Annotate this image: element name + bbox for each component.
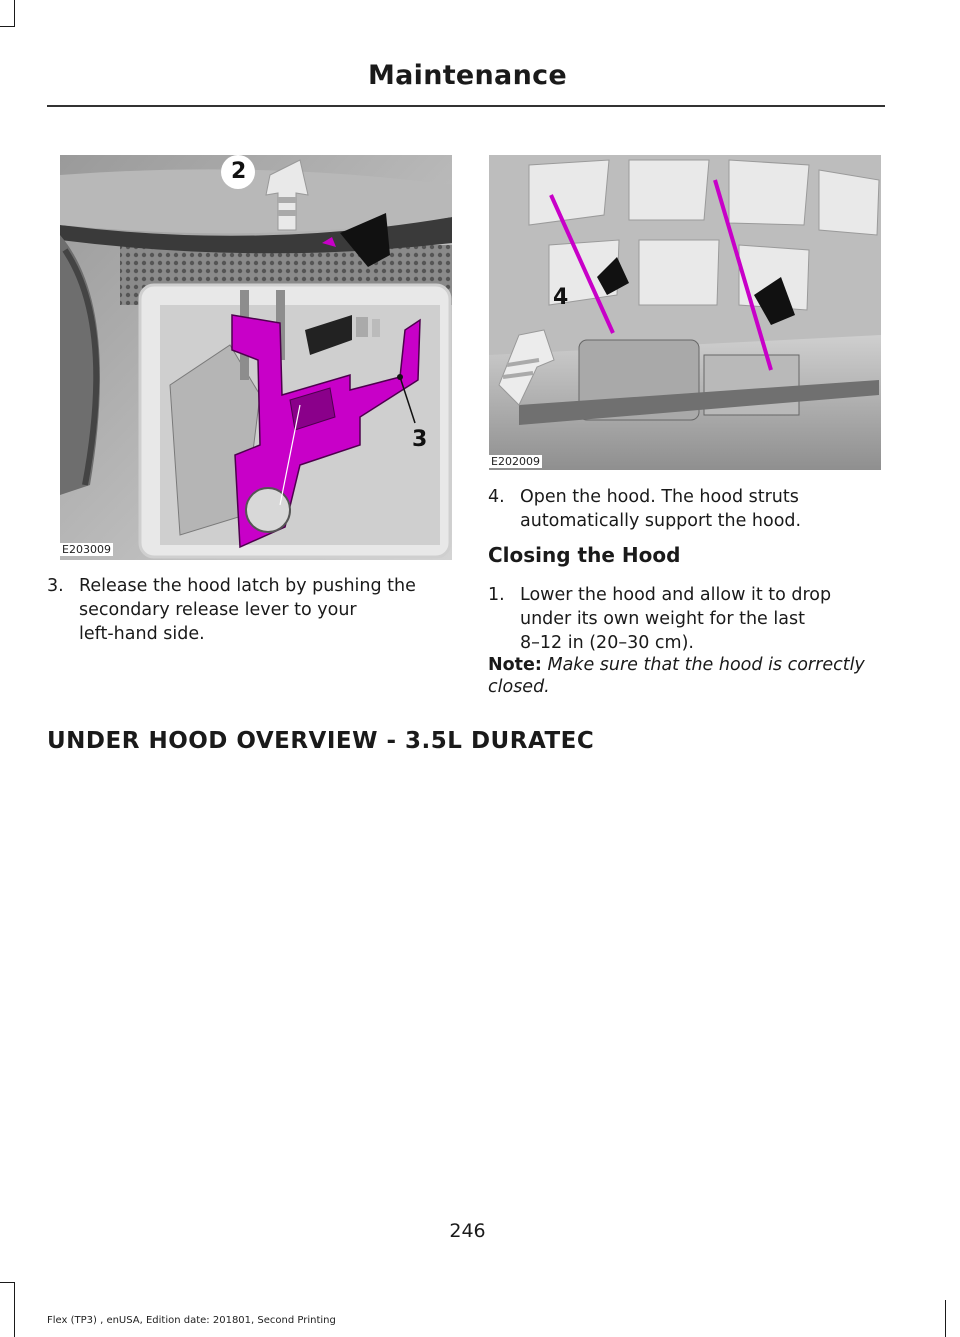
step-3 — [47, 575, 457, 645]
closing-step-1 — [488, 584, 908, 656]
step-number: 4. — [488, 487, 505, 507]
step-text-line: Open the hood. The hood struts — [520, 487, 799, 507]
figure-id: E203009 — [62, 543, 111, 556]
step-4 — [488, 486, 908, 534]
figure-id: E202009 — [491, 455, 540, 468]
step-text-line: secondary release lever to your — [79, 600, 357, 620]
callout-4: 4 — [553, 285, 569, 310]
step-text-line: Release the hood latch by pushing the — [79, 576, 416, 596]
page-title: Maintenance — [367, 60, 568, 91]
step-number: 1. — [488, 585, 505, 605]
hood-struts-illustration — [489, 155, 881, 470]
note-text: closed. — [488, 677, 550, 697]
page-number: 246 — [449, 1220, 486, 1242]
step-text-line: left-hand side. — [79, 624, 205, 644]
callout-3: 3 — [412, 427, 428, 452]
crop-mark — [14, 1282, 15, 1337]
step-text-line: automatically support the hood. — [520, 511, 802, 531]
crop-mark — [0, 26, 15, 27]
step-text-line: 8–12 in (20–30 cm). — [520, 633, 694, 653]
section-heading: UNDER HOOD OVERVIEW - 3.5L DURATEC — [47, 728, 595, 754]
closing-heading: Closing the Hood — [488, 543, 681, 567]
header-divider — [47, 105, 885, 107]
step-text-line: Lower the hood and allow it to drop — [520, 585, 832, 605]
footer-text: Flex (TP3) , enUSA, Edition date: 201801, Second Printing — [47, 1315, 336, 1326]
note — [488, 654, 888, 698]
step-text-line: under its own weight for the last — [520, 609, 805, 629]
crop-mark — [14, 0, 15, 26]
note-text: Make sure that the hood is correctly — [547, 655, 865, 675]
crop-mark — [945, 1300, 946, 1337]
hood-latch-illustration — [60, 155, 452, 560]
step-number: 3. — [47, 576, 64, 596]
crop-mark — [0, 1282, 15, 1283]
note-label: Note: — [488, 655, 542, 675]
callout-2: 2 — [231, 159, 247, 184]
